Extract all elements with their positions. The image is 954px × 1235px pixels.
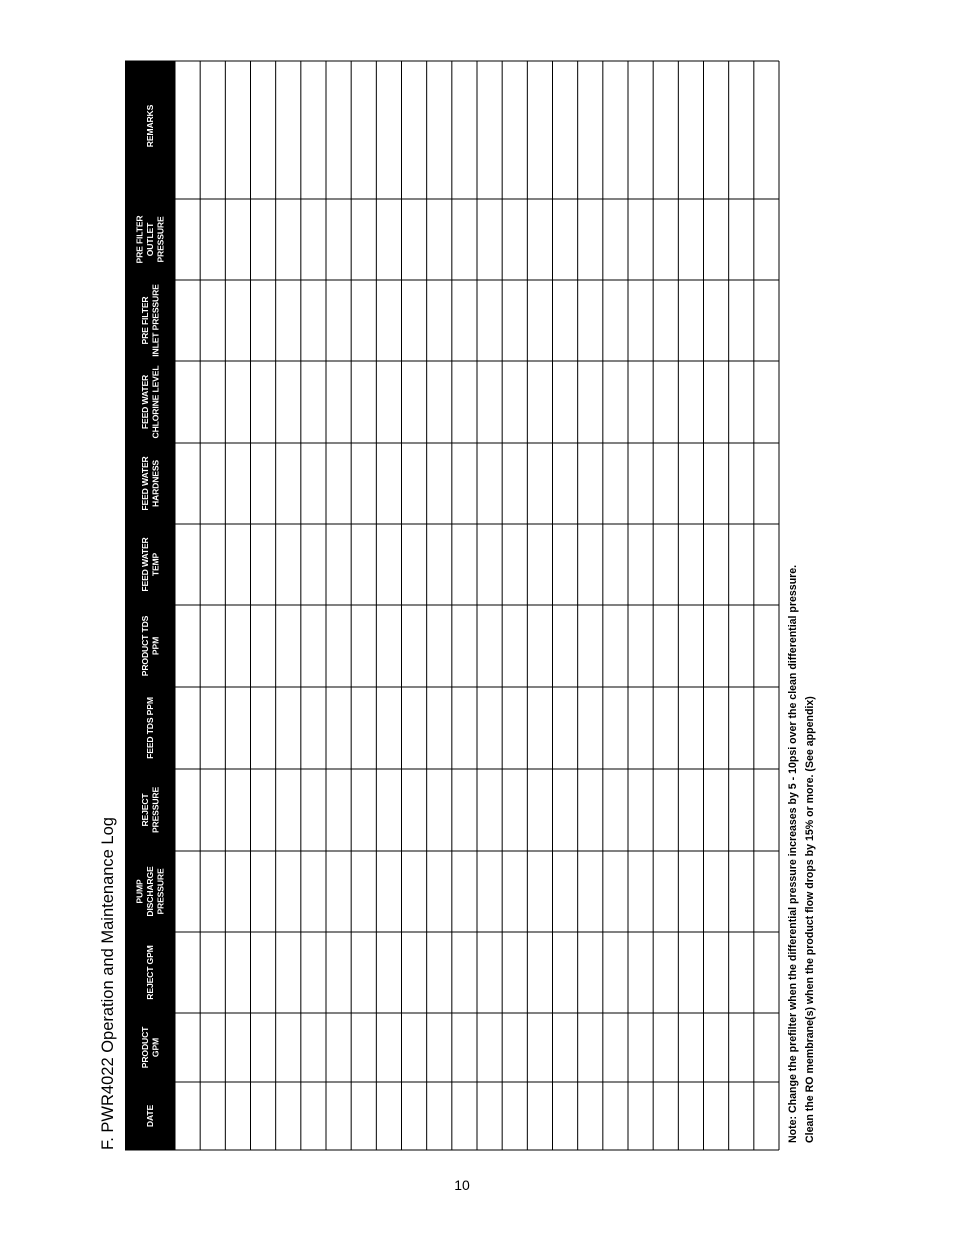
column-header-line: GPM xyxy=(150,1037,161,1058)
column-header-line: PRESSURE xyxy=(155,216,166,263)
column-header-line: PRE FILTER xyxy=(134,215,145,264)
column-header-line: PRE FILTER xyxy=(139,296,150,345)
column-header-line: FEED WATER xyxy=(139,374,150,430)
column-header-line: TEMP xyxy=(150,552,161,577)
column-header-12 xyxy=(145,104,155,147)
page-number: 10 xyxy=(454,1177,470,1193)
column-header-8 xyxy=(140,455,161,510)
column-header-line: PRESSURE xyxy=(150,786,161,834)
note-prefilter: Note: Change the prefilter when the differential pressure increases by 5 - 10psi over the clean differential pressure. xyxy=(787,564,799,1143)
column-header-line: FEED WATER xyxy=(139,537,150,592)
column-header-line: PRODUCT xyxy=(139,1026,150,1069)
column-header-line: CHLORINE LEVEL xyxy=(150,365,161,439)
column-header-line: PUMP xyxy=(134,879,145,904)
column-header-line: FEED WATER xyxy=(139,456,150,511)
column-header-line: FEED TDS PPM xyxy=(145,697,155,759)
column-header-line: REJECT xyxy=(139,793,150,827)
column-header-9 xyxy=(140,366,161,439)
column-header-line: HARDNESS xyxy=(150,459,161,508)
page-title: F. PWR4022 Operation and Maintenance Log xyxy=(99,817,117,1150)
column-header-line: REMARKS xyxy=(145,104,155,148)
log-table-grid xyxy=(125,61,779,1150)
note-membrane: Clean the RO membrane(s) when the product flow drops by 15% or more. (See appendix) xyxy=(804,696,816,1143)
column-header-4 xyxy=(140,787,161,833)
column-header-line: INLET PRESSURE xyxy=(150,284,161,357)
column-header-line: REJECT GPM xyxy=(145,945,155,1000)
column-header-2 xyxy=(145,945,155,999)
column-header-line: OUTLET xyxy=(145,222,155,257)
column-header-line: DISCHARGE xyxy=(145,866,155,917)
column-header-0 xyxy=(145,1105,155,1128)
notes-block xyxy=(787,565,816,1143)
column-header-line: PRESSURE xyxy=(155,868,166,915)
column-header-line: DATE xyxy=(145,1104,155,1128)
column-header-line: PRODUCT TDS xyxy=(139,615,150,677)
column-header-line: PPM xyxy=(150,636,161,656)
column-header-5 xyxy=(145,697,155,759)
